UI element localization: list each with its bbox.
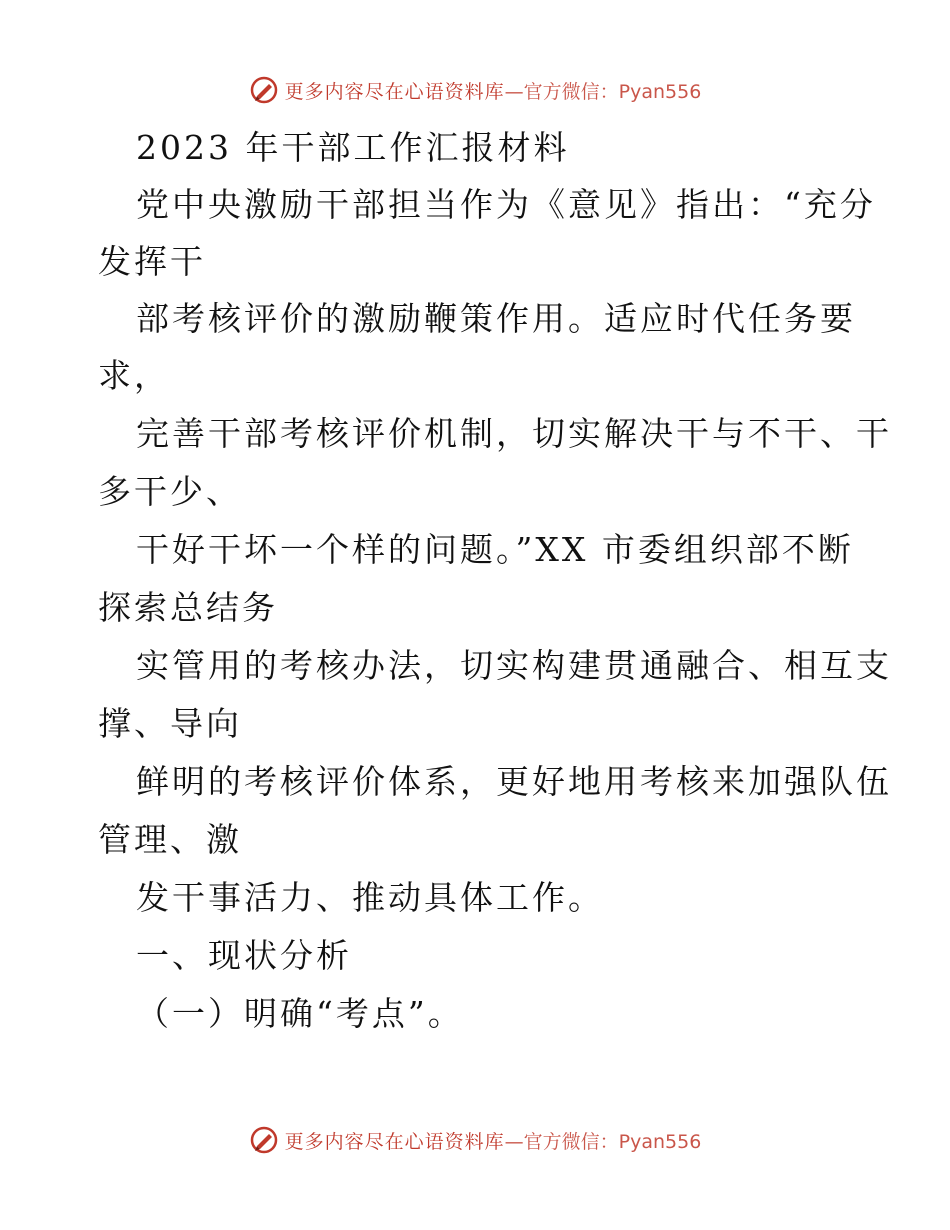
subsection-heading: （一）明确“考点”。 — [136, 994, 464, 1033]
paragraph-line: 干好干坏一个样的问题。”XX 市委组织部不断 — [136, 530, 854, 569]
document-title: 2023 年干部工作汇报材料 — [136, 128, 570, 167]
paragraph-line: 发挥干 — [98, 242, 206, 281]
section-heading: 一、现状分析 — [136, 936, 352, 975]
paragraph-line: 撑、导向 — [98, 704, 242, 743]
pen-logo-icon — [249, 1125, 279, 1155]
pen-logo-icon — [249, 75, 279, 105]
paragraph-line: 完善干部考核评价机制，切实解决干与不干、干 — [136, 414, 892, 453]
watermark-header — [0, 70, 950, 110]
paragraph-line: 多干少、 — [98, 472, 242, 511]
watermark-contact: —官方微信：Pyan556 — [504, 80, 702, 103]
paragraph-line: 发干事活力、推动具体工作。 — [136, 878, 604, 917]
paragraph-line: 鲜明的考核评价体系，更好地用考核来加强队伍 — [136, 762, 892, 801]
paragraph-line: 求， — [98, 356, 170, 395]
watermark-text: 更多内容尽在心语资料库 — [284, 1130, 505, 1153]
paragraph-line: 管理、激 — [98, 820, 242, 859]
paragraph-line: 探索总结务 — [98, 588, 278, 627]
watermark-text: 更多内容尽在心语资料库 — [284, 80, 505, 103]
paragraph-line: 党中央激励干部担当作为《意见》指出：“充分 — [136, 185, 876, 224]
watermark-footer — [0, 1120, 950, 1160]
watermark-contact: —官方微信：Pyan556 — [504, 1130, 702, 1153]
paragraph-line: 部考核评价的激励鞭策作用。适应时代任务要 — [136, 299, 856, 338]
paragraph-line: 实管用的考核办法，切实构建贯通融合、相互支 — [136, 646, 892, 685]
